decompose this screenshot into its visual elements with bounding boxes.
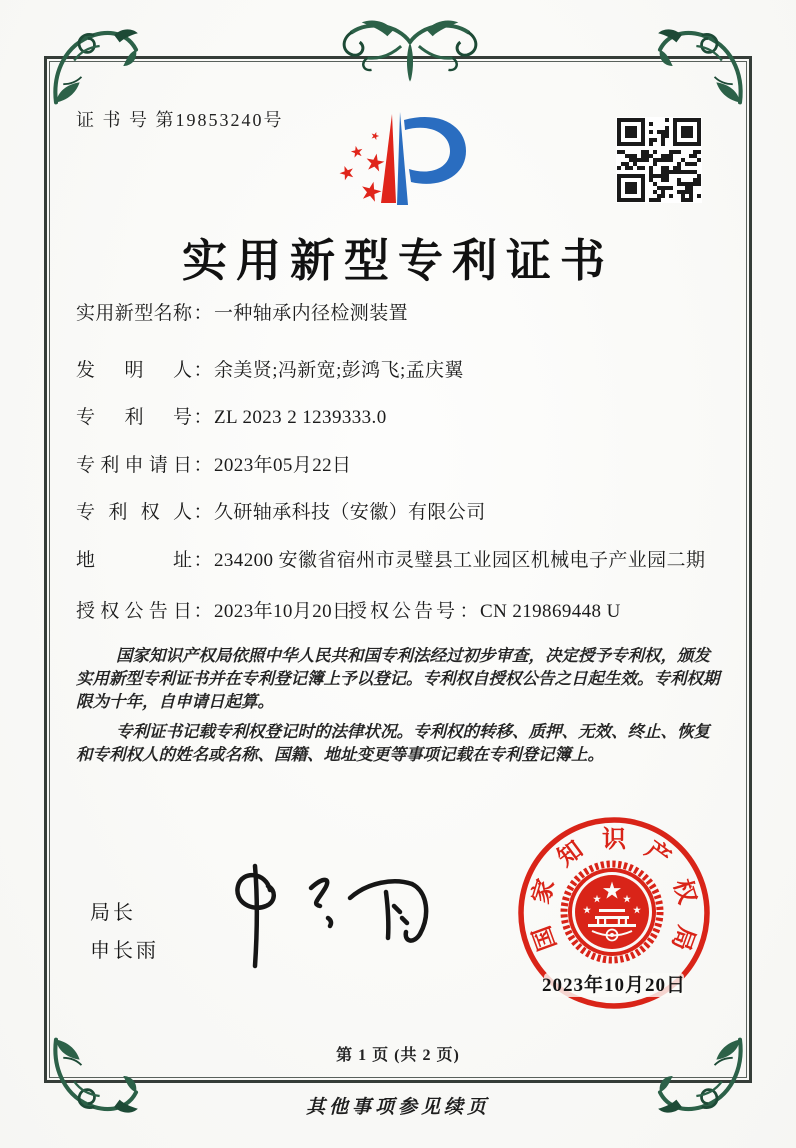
svg-text:产: 产 [640,836,675,872]
logo-stars-icon [338,131,386,203]
legal-paragraph-2: 专利证书记载专利权登记时的法律状况。专利权的转移、质押、无效、终止、恢复和专利权人的姓名或名称、国籍、地址变更等事项记载在专利登记簿上。 [76,722,710,764]
field-value: 一种轴承内径检测装置 [214,303,409,324]
svg-text:权: 权 [667,876,700,907]
field-row-utility-model-name [76,300,736,327]
field-row-address [76,547,736,574]
grant-number-value: CN 219869448 U [480,601,621,622]
logo-blue-p-icon [397,112,466,205]
field-label: 专利号 [76,407,192,428]
colon: ： [193,303,213,324]
colon: ： [193,455,213,476]
field-row-filing-date [76,452,736,479]
logo-red-spike-icon [381,114,396,203]
signer-title: 局长 [90,902,136,924]
field-row-inventors [76,357,736,384]
colon: ： [193,360,213,381]
legal-text-block [76,644,726,773]
field-value: 234200 安徽省宿州市灵璧县工业园区机械电子产业园二期 [214,550,706,571]
certificate-number: 证 书 号 第19853240号 [76,110,284,130]
field-row-patentee [76,499,736,526]
legal-paragraph-1: 国家知识产权局依照中华人民共和国专利法经过初步审查，决定授予专利权，颁发实用新型专利证书并在专利登记簿上予以登记。专利权自授权公告之日起生效。专利权期限为十年，自申请日起算。 [76,646,720,711]
field-row-patent-number [76,404,736,431]
national-emblem-icon [564,864,660,960]
cnipa-logo-icon [312,110,487,215]
qr-code [616,117,702,203]
field-value: 2023年05月22日 [214,455,352,476]
colon: ： [459,601,479,622]
field-label: 实用新型名称 [76,303,192,324]
page-indicator: 第 1 页 (共 2 页) [336,1047,460,1064]
certificate-title: 实用新型专利证书 [181,236,614,286]
field-label: 专利权人 [76,502,192,523]
colon: ： [193,502,213,523]
field-value: ZL 2023 2 1239333.0 [214,407,387,428]
continuation-note: 其他事项参见续页 [305,1097,490,1118]
field-value: 余美贤;冯新宽;彭鸿飞;孟庆翼 [214,360,464,381]
grant-date-label: 授权公告日 [76,601,192,622]
field-label: 地址 [76,550,192,571]
official-seal [511,810,717,1016]
grant-date-value: 2023年10月20日 [214,601,352,622]
svg-text:识: 识 [602,827,626,853]
grant-number-pair [348,598,621,625]
commissioner-signature-image [208,860,453,975]
grant-number-label: 授权公告号 [348,601,459,622]
svg-text:局: 局 [666,922,699,954]
field-value: 久研轴承科技（安徽）有限公司 [214,502,486,523]
field-label: 专利申请日 [76,455,192,476]
svg-text:家: 家 [528,876,561,907]
field-label: 发明人 [76,360,192,381]
field-row-grant [76,598,736,625]
colon: ： [193,407,213,428]
svg-text:国: 国 [529,922,562,954]
signer-name: 申长雨 [90,940,159,962]
colon: ： [193,601,213,622]
svg-text:知: 知 [553,836,588,872]
colon: ： [193,550,213,571]
seal-date: 2023年10月20日 [541,975,687,996]
